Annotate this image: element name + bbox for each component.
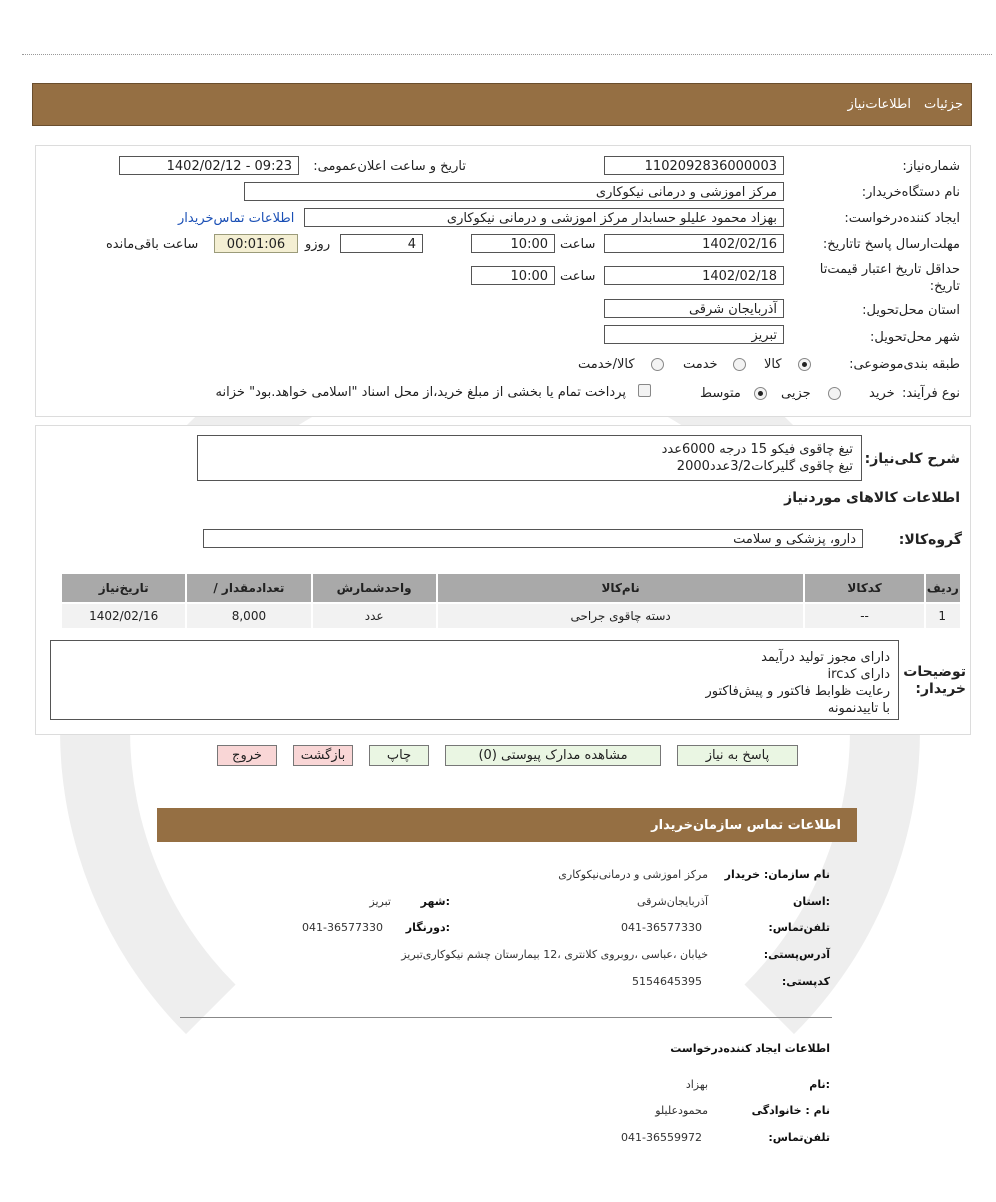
cell-qty: 8,000 (187, 604, 310, 628)
attachments-button[interactable]: مشاهده مدارک پیوستی (0) (445, 745, 661, 766)
remaining-label: ساعت باقی‌مانده (106, 237, 199, 252)
need-number-label: شماره‌نیاز: (902, 159, 960, 174)
table-row (62, 604, 960, 628)
need-description-line: تیغ چاقوی فیکو 15 درجه 6000عدد (661, 442, 853, 457)
process-medium-label: متوسط (700, 386, 741, 401)
process-buy-label: خرید (869, 386, 895, 401)
category-goods-label: کالا (764, 357, 782, 372)
buyer-note-line: رعایت ظوابط فاکتور و پیش‌فاکتور (705, 684, 890, 699)
category-label: طبقه بندی‌موضوعی: (849, 357, 960, 372)
category-service-radio[interactable] (733, 358, 746, 371)
top-divider (22, 54, 992, 55)
remaining-timer: 00:01:06 (214, 234, 298, 253)
announce-label: تاریخ و ساعت اعلان‌عمومی: (313, 159, 466, 174)
need-number-field: 1102092836000003 (604, 156, 784, 175)
contact-city-label: :شهر (420, 895, 450, 908)
col-name: نام‌کالا (438, 574, 804, 602)
cell-date: 1402/02/16 (62, 604, 185, 628)
need-description-box (197, 435, 862, 481)
category-goods-radio[interactable] (798, 358, 811, 371)
contact-fax-value: 041-36577330 (302, 921, 383, 934)
days-field: 4 (340, 234, 423, 253)
col-date: تاریخ‌نیاز (62, 574, 185, 602)
city-label: شهر محل‌تحویل: (870, 330, 960, 345)
city-field: تبریز (604, 325, 784, 344)
cell-unit: عدد (313, 604, 436, 628)
contact-title: اطلاعات تماس سازمان‌خریدار (651, 818, 841, 833)
goods-group-field: دارو، پزشکی و سلامت (203, 529, 863, 548)
tab-details[interactable]: جزئیات (924, 97, 963, 112)
buyer-notes-label: توضیحات خریدار: (903, 664, 966, 697)
buyer-contact-link[interactable]: اطلاعات تماس‌خریدار (178, 211, 295, 226)
buyer-note-line: دارای مجوز تولید درآیمد (761, 650, 890, 665)
contact-address-value: خیابان ،عباسی ،روبروی کلانتری ،12 بیمارستان چشم نیکوکاری‌تبریز (401, 948, 708, 961)
creator-title: اطلاعات ایجاد کننده‌درخواست (670, 1042, 830, 1055)
creator-family-label: نام : خانوادگی (751, 1104, 830, 1117)
col-qty: تعدادمقدار / (187, 574, 310, 602)
announce-field: 1402/02/12 - 09:23 (119, 156, 299, 175)
buyer-note-line: با تاییدنمونه (827, 701, 890, 716)
province-label: استان محل‌تحویل: (862, 303, 960, 318)
deadline-date-field: 1402/02/16 (604, 234, 784, 253)
goods-table-header (62, 574, 960, 602)
creator-family-value: محمودعلیلو (655, 1104, 708, 1117)
process-label: نوع فرآیند: (902, 386, 960, 401)
creator-name-label: :نام (809, 1078, 830, 1091)
contact-org-value: مرکز اموزشی و درمانی‌نیکوکاری (558, 868, 708, 881)
buyer-org-label: نام دستگاه‌خریدار: (861, 185, 960, 200)
col-code: کدکالا (805, 574, 923, 602)
tab-need-info[interactable]: اطلاعات‌نیاز (847, 97, 911, 112)
goods-table (60, 572, 962, 630)
validity-date-field: 1402/02/18 (604, 266, 784, 285)
contact-phone-label: تلفن‌تماس: (768, 921, 830, 934)
header-bar (32, 83, 972, 126)
contact-fax-label: :دورنگار (405, 921, 450, 934)
buyer-note-line: دارای کدirc (827, 667, 890, 682)
creator-name-value: بهزاد (685, 1078, 708, 1091)
cell-code: -- (805, 604, 923, 628)
treasury-checkbox[interactable] (638, 384, 651, 397)
need-description-line: تیغ چاقوی گلیرکات3/2عدد2000 (676, 459, 853, 474)
creator-phone-label: تلفن‌تماس: (768, 1131, 830, 1144)
creator-phone-value: 041-36559972 (621, 1131, 702, 1144)
contact-divider (180, 1017, 832, 1018)
requester-label: ایجاد کننده‌درخواست: (844, 211, 960, 226)
contact-city-value: تبریز (369, 895, 391, 908)
treasury-note: پرداخت تمام یا بخشی از مبلغ خرید،از محل اسناد "اسلامی خواهد.بود" خزانه (215, 385, 626, 400)
deadline-time-label: ساعت (560, 237, 596, 252)
contact-postal-value: 5154645395 (632, 975, 702, 988)
days-label: روزو (305, 237, 331, 252)
need-description-label: شرح کلی‌نیاز: (864, 451, 960, 467)
back-button[interactable]: بازگشت (293, 745, 353, 766)
category-service-label: خدمت (683, 357, 718, 372)
contact-postal-label: کد‌پستی: (781, 975, 830, 988)
col-unit: واحدشمارش (313, 574, 436, 602)
buyer-notes-box (50, 640, 899, 720)
validity-time-label: ساعت (560, 269, 596, 284)
col-row: ردیف (926, 574, 960, 602)
validity-time-field: 10:00 (471, 266, 555, 285)
contact-org-label: نام سازمان‌: خریدار (724, 868, 830, 881)
print-button[interactable]: چاپ (369, 745, 429, 766)
requester-field: بهزاد محمود علیلو حسابدار مرکز اموزشی و درمانی نیکوکاری (304, 208, 784, 227)
deadline-time-field: 10:00 (471, 234, 555, 253)
buyer-org-field: مرکز اموزشی و درمانی نیکوکاری (244, 182, 784, 201)
goods-info-title: اطلاعات کالاهای موردنیاز (784, 490, 960, 506)
cell-row: 1 (926, 604, 960, 628)
category-both-radio[interactable] (651, 358, 664, 371)
exit-button[interactable]: خروج (217, 745, 277, 766)
cell-name: دسته چاقوی جراحی (438, 604, 804, 628)
contact-header (157, 808, 857, 842)
deadline-label: مهلت‌ارسال پاسخ تا‌تاریخ: (822, 237, 960, 252)
contact-province-value: آذربایجان‌شرقی (637, 895, 708, 908)
process-minor-radio[interactable] (828, 387, 841, 400)
goods-group-label: گروه‌کالا: (898, 532, 962, 548)
contact-address-label: آدرس‌پستی: (763, 948, 830, 961)
goods-table-wrap (60, 572, 962, 630)
province-field: آذربایجان شرقی (604, 299, 784, 318)
reply-button[interactable]: پاسخ به نیاز (677, 745, 798, 766)
validity-label: حداقل تاریخ اعتبار قیمت‌تا تاریخ: (819, 262, 960, 294)
contact-province-label: :استان (793, 895, 830, 908)
contact-phone-value: 041-36577330 (621, 921, 702, 934)
process-minor-label: جزیی (781, 386, 811, 401)
process-medium-radio[interactable] (754, 387, 767, 400)
category-both-label: کالا/خدمت (578, 357, 635, 372)
